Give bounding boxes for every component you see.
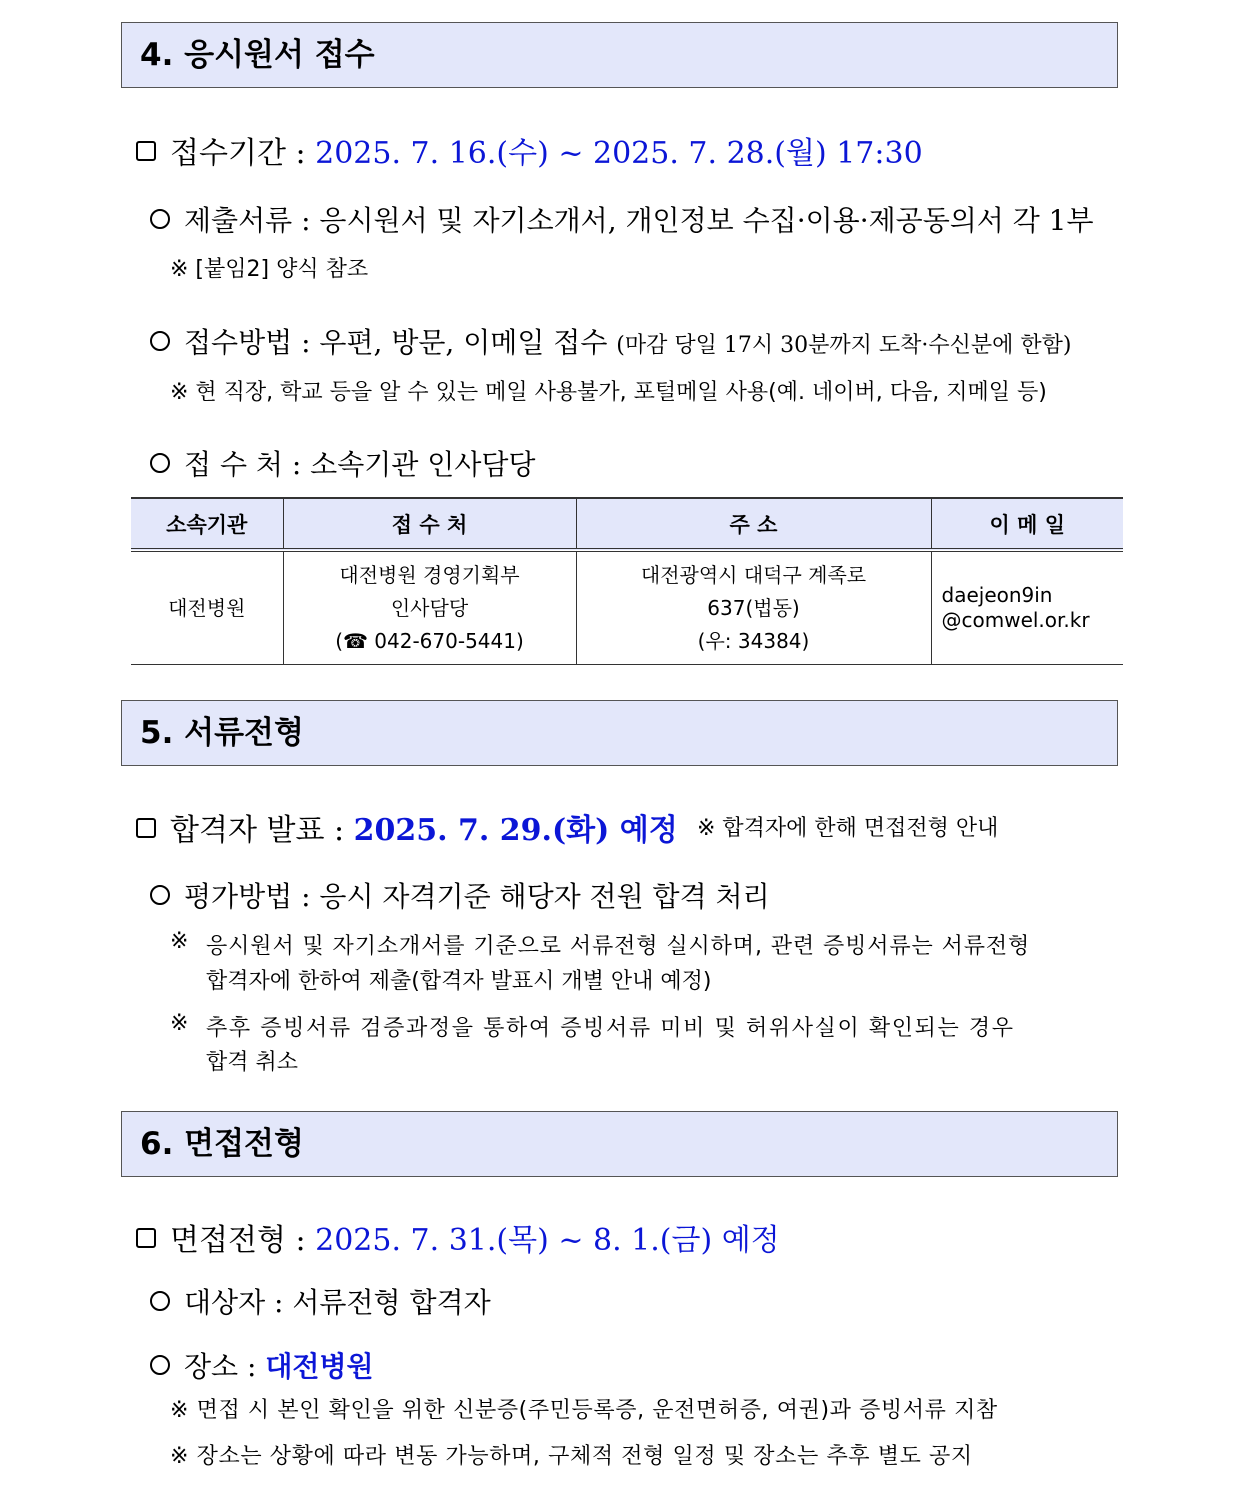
- checkbox-bullet-icon: [136, 141, 156, 161]
- header-addr: 주 소: [576, 498, 931, 550]
- interview-place-value: 대전병원: [265, 1350, 374, 1383]
- recv-line-2: 인사담당: [390, 595, 469, 620]
- documents-note: ※ [붙임2] 양식 참조: [170, 257, 369, 282]
- circle-bullet-icon: [150, 885, 170, 905]
- evaluation-method: [150, 875, 770, 915]
- email-line-1: daejeon9in: [941, 583, 1053, 607]
- cell-addr: [576, 550, 931, 665]
- pass-announcement: [136, 805, 678, 849]
- eval-note-2-text: 추후 증빙서류 검증과정을 통하여 증빙서류 미비 및 허위사실이 확인되는 경우: [206, 1016, 1015, 1041]
- interview-label: 면접전형 :: [170, 1223, 316, 1258]
- eval-note-1-line-1: [206, 929, 1118, 960]
- header-recv: 접 수 처: [283, 498, 576, 550]
- eval-note-2-line-2: 합격 취소: [206, 1050, 299, 1075]
- addr-postcode: (우: 34384): [697, 628, 810, 653]
- addr-line-2: 637(법동): [707, 595, 800, 620]
- interview-target: [150, 1281, 491, 1321]
- interview-place: [150, 1345, 374, 1385]
- submit-documents-text: 제출서류 : 응시원서 및 자기소개서, 개인정보 수집·이용·제공동의서 각 1부: [184, 204, 1094, 237]
- interview-schedule: [136, 1215, 780, 1259]
- section-5-heading: 5. 서류전형: [121, 700, 1118, 766]
- section-4-heading: 4. 응시원서 접수: [121, 22, 1118, 88]
- header-org: 소속기관: [131, 498, 283, 550]
- eval-note-1-line-2: 합격자에 한하여 제출(합격자 발표시 개별 안내 예정): [206, 969, 712, 994]
- cell-recv: [283, 550, 576, 665]
- submit-documents: [150, 199, 1094, 239]
- circle-bullet-icon: [150, 331, 170, 351]
- reception-method: [150, 321, 1071, 361]
- recv-line-1: 대전병원 경영기획부: [339, 562, 520, 587]
- table-row: [131, 550, 1123, 665]
- email-line-2: @comwel.or.kr: [941, 608, 1090, 632]
- cell-email: [931, 550, 1123, 665]
- cell-org: 대전병원: [131, 550, 283, 665]
- circle-bullet-icon: [150, 209, 170, 229]
- interview-target-text: 대상자 : 서류전형 합격자: [184, 1286, 491, 1319]
- reception-period-label: 접수기간 :: [170, 136, 316, 171]
- circle-bullet-icon: [150, 453, 170, 473]
- pass-announcement-label: 합격자 발표 :: [170, 813, 354, 848]
- reception-method-paren: (마감 당일 17시 30분까지 도착·수신분에 한함): [616, 333, 1072, 358]
- interview-place-label: 장소 :: [184, 1350, 266, 1383]
- circle-bullet-icon: [150, 1355, 170, 1375]
- pass-announcement-value: 2025. 7. 29.(화) 예정: [353, 813, 678, 848]
- reception-place-text: 접 수 처 : 소속기관 인사담당: [184, 448, 536, 481]
- checkbox-bullet-icon: [136, 1228, 156, 1248]
- reception-table: [131, 497, 1123, 665]
- eval-note-1-text: 응시원서 및 자기소개서를 기준으로 서류전형 실시하며, 관련 증빙서류는 서류전형: [206, 934, 1031, 959]
- circle-bullet-icon: [150, 1291, 170, 1311]
- interview-note-1: ※ 면접 시 본인 확인을 위한 신분증(주민등록증, 운전면허증, 여권)과 증빙서류 지참: [170, 1398, 998, 1423]
- reception-period-value: 2025. 7. 16.(수) ~ 2025. 7. 28.(월) 17:30: [315, 136, 923, 171]
- section-6-heading: 6. 면접전형: [121, 1111, 1118, 1177]
- interview-value: 2025. 7. 31.(목) ~ 8. 1.(금) 예정: [315, 1223, 780, 1258]
- addr-line-1: 대전광역시 대덕구 계족로: [640, 562, 867, 587]
- reception-method-text: 접수방법 : 우편, 방문, 이메일 접수: [184, 326, 617, 359]
- reception-place: [150, 443, 535, 483]
- method-note: ※ 현 직장, 학교 등을 알 수 있는 메일 사용불가, 포털메일 사용(예. 네이버, 다음, 지메일 등): [170, 380, 1047, 405]
- recv-phone: (☎ 042-670-5441): [335, 628, 524, 653]
- table-header-row: [131, 498, 1123, 550]
- announcement-note: ※ 합격자에 한해 면접전형 안내: [697, 816, 999, 841]
- evaluation-method-text: 평가방법 : 응시 자격기준 해당자 전원 합격 처리: [184, 880, 770, 913]
- header-email: 이 메 일: [931, 498, 1123, 550]
- eval-note-2-line-1: [206, 1011, 1118, 1042]
- note-mark: ※: [170, 1011, 189, 1036]
- interview-note-2: ※ 장소는 상황에 따라 변동 가능하며, 구체적 전형 일정 및 장소는 추후 별도 공지: [170, 1444, 973, 1469]
- reception-period: [136, 128, 923, 172]
- checkbox-bullet-icon: [136, 818, 156, 838]
- note-mark: ※: [170, 929, 189, 954]
